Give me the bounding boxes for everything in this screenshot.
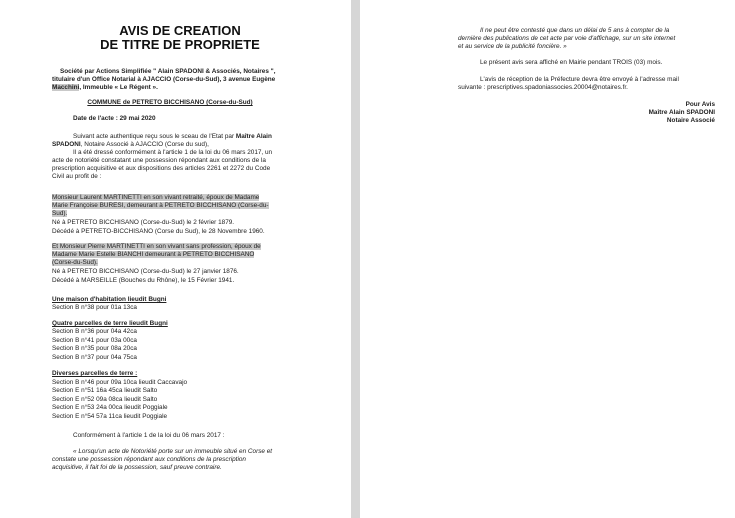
document-page-right	[360, 0, 735, 518]
list-item: Section B n°35 pour 08a 20ca	[52, 345, 137, 352]
intro-line5: prescription acquisitive et aux dispositions des articles 2261 et 2272 du Code	[52, 165, 271, 172]
person2-line1: Et Monsieur Pierre MARTINETTI en son vivant sans profession, époux de	[52, 243, 261, 250]
signature-line3: Notaire Associé	[666, 117, 715, 124]
header-line1: Société par Actions Simplifiée " Alain SPADONI & Associés, Notaires ",	[60, 68, 276, 75]
header-line2: titulaire d'un Office Notarial à AJACCIO (Corse-du-Sud), 3 avenue Eugène	[52, 76, 276, 83]
accuse-line1: L'avis de réception de la Préfecture devra être envoyé à l'adresse mail	[480, 76, 679, 83]
person2-line3: (Corse-du-Sud).	[52, 259, 98, 266]
intro-line4: acte de notoriété constatant une possession répondant aux conditions de la	[52, 157, 266, 164]
quote-line2: constate une possession répondant aux conditions de la prescription	[52, 456, 246, 463]
contest-line3: et au service de la publicité foncière. »	[458, 43, 567, 50]
header-line3: Macchini, Immeuble « Le Régent ».	[52, 84, 158, 91]
person1-birth: Né à PETRETO BICCHISANO (Corse-du-Sud) le 2 février 1879.	[52, 219, 235, 226]
list-item: Section B n°36 pour 04a 42ca	[52, 328, 137, 335]
act-date: Date de l'acte : 29 mai 2020	[73, 115, 156, 122]
person1-line3: Sud).	[52, 210, 68, 217]
header-name-highlight: Macchini	[52, 84, 80, 91]
signature-line2: Maître Alain SPADONI	[648, 109, 715, 116]
intro-line2: SPADONI, Notaire Associé à AJACCIO (Corse du sud),	[52, 141, 209, 148]
person1-line1: Monsieur Laurent MARTINETTI en son vivant retraité, époux de Madame	[52, 194, 260, 201]
section3-heading: Diverses parcelles de terre :	[52, 370, 138, 377]
contest-line1: Il ne peut être contesté que dans un délai de 5 ans à compter de la	[480, 27, 670, 34]
document-page-left	[0, 0, 351, 518]
person2-death: Décédé à MARSEILLE (Bouches du Rhône), le 15 Février 1941.	[52, 277, 235, 284]
intro-line6: Civil au profit de :	[52, 173, 102, 180]
list-item: Section E n°54 57a 11ca lieudit Poggiale	[52, 413, 168, 420]
accuse-line2: suivante : prescriptives.spadoniassocies.20004@notaires.fr.	[458, 84, 628, 91]
conformement-line: Conformément à l'article 1 de la loi du 06 mars 2017 :	[73, 432, 225, 439]
commune-heading: COMMUNE de PETRETO BICCHISANO (Corse-du-Sud)	[87, 99, 253, 106]
person1-death: Décédé à PETRETO-BICCHISANO (Corse du Sud), le 28 Novembre 1960.	[52, 228, 265, 235]
list-item: Section B n°46 pour 09a 10ca lieudit Caccavajo	[52, 379, 188, 386]
list-item: Section B n°41 pour 03a 00ca	[52, 337, 137, 344]
list-item: Section B n°38 pour 01a 13ca	[52, 304, 137, 311]
signature-line1: Pour Avis	[685, 101, 715, 108]
section2-heading: Quatre parcelles de terre lieudit Bugni	[52, 320, 168, 327]
document-title-line2: DE TITRE DE PROPRIETE	[100, 37, 260, 52]
intro-line1: Suivant acte authentique reçu sous le sceau de l'Etat par Maître Alain	[73, 133, 272, 140]
contest-line2: dernière des publications de cet acte par voie d'affichage, sur un site internet	[458, 35, 676, 42]
intro-line3: Il a été dressé conformément à l'article 1 de la loi du 06 mars 2017, un	[73, 149, 273, 156]
list-item: Section E n°51 16a 45ca lieudit Salto	[52, 387, 158, 394]
person2-line2: Madame Marie Estelle BIANCHI demeurant à PETRETO BICCHISANO	[52, 251, 255, 258]
quote-line1: « Lorsqu'un acte de Notoriété porte sur un immeuble situé en Corse et	[73, 448, 273, 455]
document-title-line1: AVIS DE CREATION	[119, 23, 241, 38]
quote-line3: acquisitive, il fait foi de la possession, sauf preuve contraire.	[52, 464, 222, 471]
person1-line2: Marie Françoise BURESI, demeurant à PETRETO BICCHISANO (Corse-du-	[52, 202, 269, 209]
list-item: Section B n°37 pour 04a 75ca	[52, 354, 137, 361]
person2-birth: Né à PETRETO BICCHISANO (Corse-du-Sud) le 27 janvier 1876.	[52, 268, 239, 275]
present-avis-line: Le présent avis sera affiché en Mairie pendant TROIS (03) mois.	[480, 59, 663, 66]
list-item: Section E n°53 24a 00ca lieudit Poggiale	[52, 404, 168, 411]
list-item: Section E n°52 09a 08ca lieudit Salto	[52, 396, 158, 403]
section1-heading: Une maison d'habitation lieudit Bugni	[52, 296, 167, 303]
